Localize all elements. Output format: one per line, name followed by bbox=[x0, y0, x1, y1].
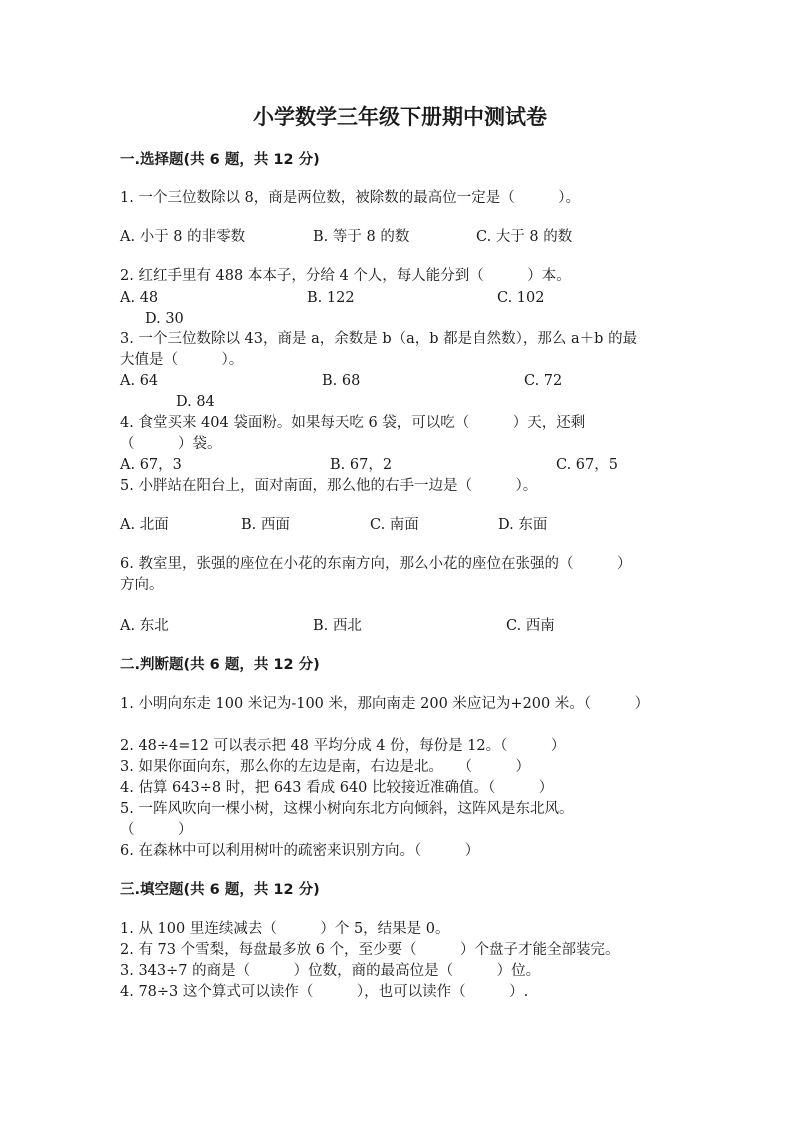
question-text: 2. 红红手里有 488 本本子，分给 4 个人，每人能分到（ ）本。 bbox=[120, 268, 571, 284]
section-heading-judgement: 二.判断题(共 6 题，共 12 分) bbox=[120, 657, 320, 673]
question-text: 3. 343÷7 的商是（ ）位数，商的最高位是（ ）位。 bbox=[120, 963, 541, 979]
option-c: C. 102 bbox=[497, 290, 545, 306]
option-d: D. 30 bbox=[145, 311, 184, 327]
question-text: 3. 如果你面向东，那么你的左边是南，右边是北。 （ ） bbox=[120, 759, 530, 775]
option-c: C. 67，5 bbox=[556, 457, 618, 473]
option-a: A. 64 bbox=[120, 373, 159, 389]
question-text: 4. 78÷3 这个算式可以读作（ ），也可以读作（ ）. bbox=[120, 984, 529, 1000]
section-heading-choice: 一.选择题(共 6 题，共 12 分) bbox=[120, 152, 320, 168]
option-b: B. 西北 bbox=[313, 618, 362, 634]
option-c: C. 西南 bbox=[506, 618, 555, 634]
option-c: C. 南面 bbox=[370, 517, 419, 533]
question-text: 1. 从 100 里连续减去（ ）个 5，结果是 0。 bbox=[120, 921, 450, 937]
question-text-cont: （ ） bbox=[120, 822, 193, 838]
question-text-cont: 方向。 bbox=[120, 577, 164, 593]
option-a: A. 小于 8 的非零数 bbox=[120, 229, 246, 245]
option-a: A. 东北 bbox=[120, 618, 169, 634]
question-text: 6. 在森林中可以利用树叶的疏密来识别方向。（ ） bbox=[120, 843, 480, 859]
question-text: 2. 48÷4=12 可以表示把 48 平均分成 4 份，每份是 12。（ ） bbox=[120, 738, 566, 754]
option-a: A. 48 bbox=[120, 290, 159, 306]
option-d: D. 东面 bbox=[498, 517, 548, 533]
option-b: B. 68 bbox=[322, 373, 361, 389]
option-c: C. 72 bbox=[524, 373, 563, 389]
option-b: B. 西面 bbox=[241, 517, 290, 533]
option-b: B. 等于 8 的数 bbox=[313, 229, 410, 245]
question-text-cont: （ ）袋。 bbox=[120, 436, 222, 452]
option-b: B. 122 bbox=[307, 290, 355, 306]
option-b: B. 67，2 bbox=[330, 457, 393, 473]
option-a: A. 北面 bbox=[120, 517, 169, 533]
page-title: 小学数学三年级下册期中测试卷 bbox=[253, 105, 547, 129]
option-d: D. 84 bbox=[176, 394, 215, 410]
question-text: 4. 估算 643÷8 时，把 643 看成 640 比较接近准确值。（ ） bbox=[120, 780, 554, 796]
question-text: 3. 一个三位数除以 43，商是 a，余数是 b（a，b 都是自然数），那么 a＋b 的最 bbox=[120, 331, 638, 347]
question-text: 1. 一个三位数除以 8，商是两位数，被除数的最高位一定是（ ）。 bbox=[120, 190, 581, 206]
question-text: 2. 有 73 个雪梨，每盘最多放 6 个，至少要（ ）个盘子才能全部装完。 bbox=[120, 942, 620, 958]
question-text: 1. 小明向东走 100 米记为-100 米，那向南走 200 米应记为+200 米。（ ） bbox=[120, 696, 650, 712]
question-text: 5. 一阵风吹向一棵小树，这棵小树向东北方向倾斜，这阵风是东北风。 bbox=[120, 801, 574, 817]
option-a: A. 67，3 bbox=[120, 457, 182, 473]
question-text: 6. 教室里，张强的座位在小花的东南方向，那么小花的座位在张强的（ ） bbox=[120, 556, 632, 572]
question-text: 4. 食堂买来 404 袋面粉。如果每天吃 6 袋，可以吃（ ）天，还剩 bbox=[120, 415, 586, 431]
option-c: C. 大于 8 的数 bbox=[476, 229, 573, 245]
section-heading-fill-blank: 三.填空题(共 6 题，共 12 分) bbox=[120, 882, 320, 898]
question-text: 5. 小胖站在阳台上，面对南面，那么他的右手一边是（ ）。 bbox=[120, 478, 538, 494]
question-text-cont: 大值是（ ）。 bbox=[120, 352, 244, 368]
